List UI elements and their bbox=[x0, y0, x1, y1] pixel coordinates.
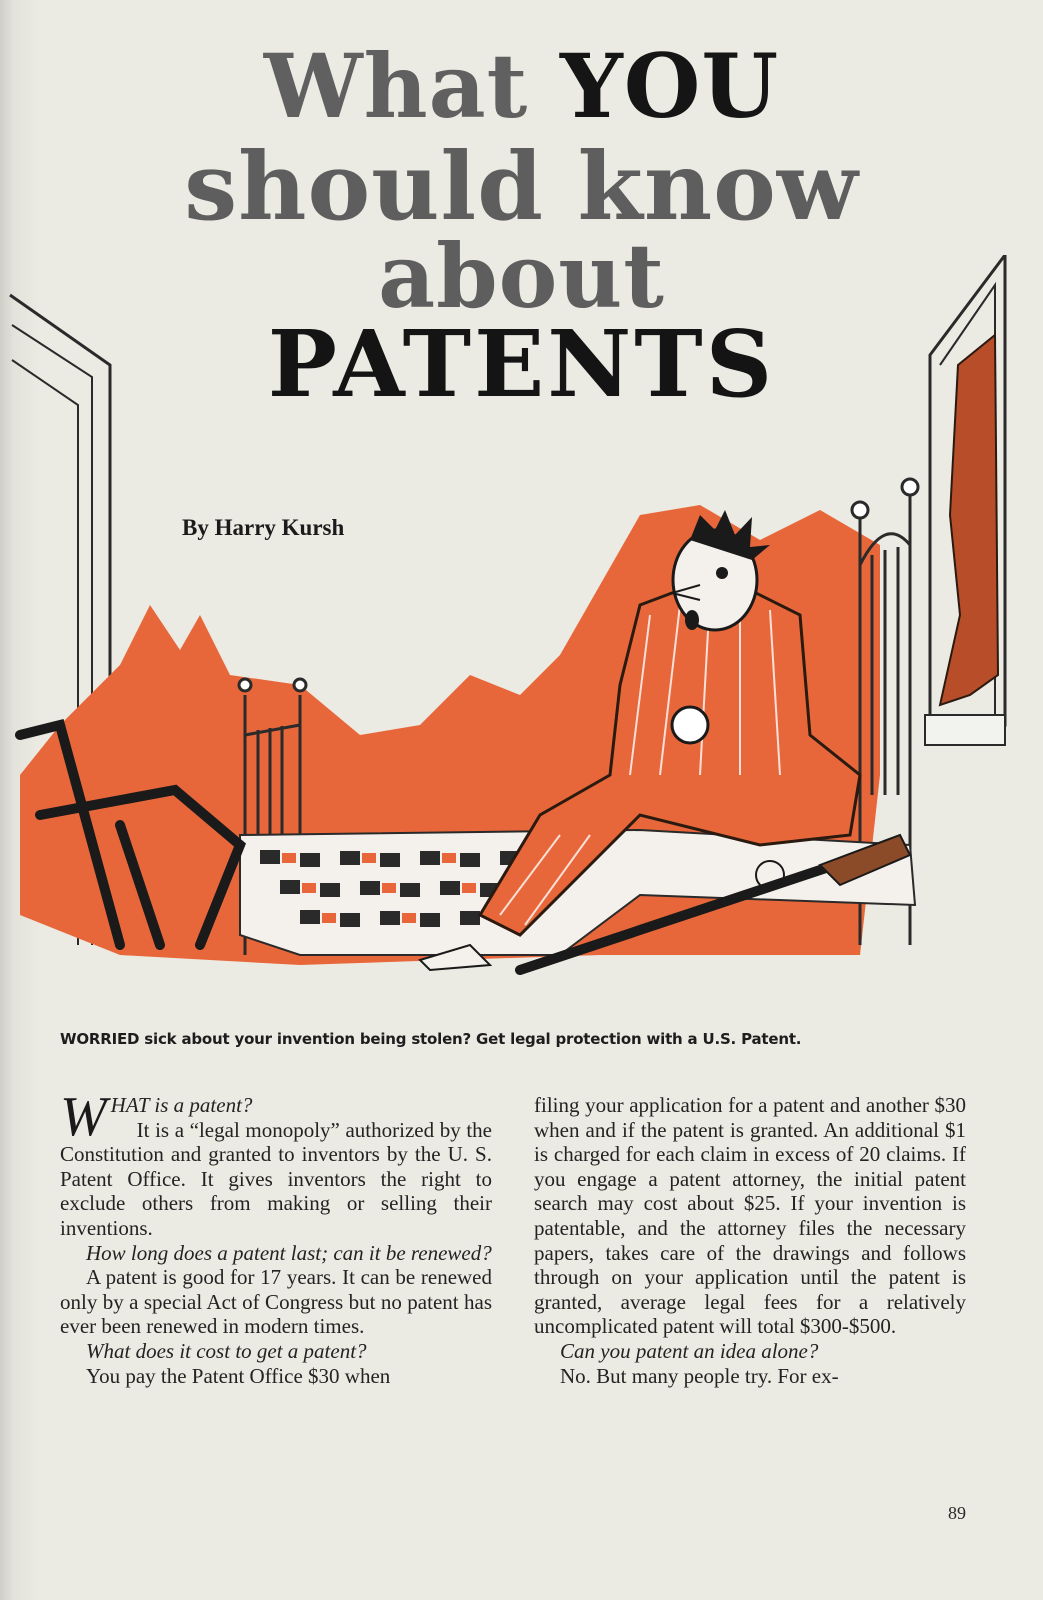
title-line-4: PATENTS bbox=[267, 310, 776, 418]
title-line-1 bbox=[0, 34, 1043, 138]
film-reel bbox=[672, 707, 708, 743]
answer-how-long: A patent is good for 17 years. It can be renewed only by a special Act of Congress but no patent has ever been renewed in modern times. bbox=[60, 1265, 492, 1339]
man-eye bbox=[716, 567, 728, 579]
article-column-right bbox=[534, 1093, 966, 1388]
question-what-is-patent bbox=[60, 1086, 492, 1148]
drop-cap: W bbox=[60, 1086, 107, 1148]
window-sill bbox=[925, 715, 1005, 745]
answer-cost-continued: filing your application for a patent and another $30 when and if the patent is granted. An additional $1 is charged for each claim in excess of 20 claims. If you engage a patent attorney, the initial patent search may cost about $25. If your invention is patentable, and the attorney files the necessary papers, takes care of the drawings and follows through on your application until the patent is granted, average legal fees for a relatively uncomplicated patent will total $300-$500. bbox=[534, 1093, 966, 1339]
illustration-caption: WORRIED sick about your invention being stolen? Get legal protection with a U.S. Patent. bbox=[60, 1030, 802, 1048]
title-you: YOU bbox=[559, 34, 780, 138]
question-cost: What does it cost to get a patent? bbox=[86, 1338, 367, 1363]
title-what: What bbox=[263, 34, 529, 138]
byline: By Harry Kursh bbox=[182, 515, 345, 540]
answer-what-is-patent: It is a “legal monopoly” authorized by the Constitution and granted to inventors by the U. S. Patent Office. It gives inventors the right to exclude others from making or selling their inventions. bbox=[60, 1117, 492, 1240]
window-curtain bbox=[940, 335, 998, 705]
question-what-is-patent-text: HAT is a patent? bbox=[110, 1093, 253, 1117]
answer-patent-idea: No. But many people try. For ex- bbox=[560, 1363, 839, 1388]
question-patent-idea: Can you patent an idea alone? bbox=[560, 1338, 819, 1363]
man-mouth bbox=[685, 610, 699, 630]
article-column-left bbox=[60, 1086, 492, 1388]
question-how-long: How long does a patent last; can it be renewed? bbox=[86, 1240, 492, 1265]
title-line-3: about bbox=[378, 224, 665, 328]
bedroom-illustration bbox=[0, 255, 1043, 1015]
page-number: 89 bbox=[948, 1503, 966, 1523]
title-line-2: should know bbox=[184, 132, 859, 242]
answer-cost-start: You pay the Patent Office $30 when bbox=[86, 1363, 391, 1388]
